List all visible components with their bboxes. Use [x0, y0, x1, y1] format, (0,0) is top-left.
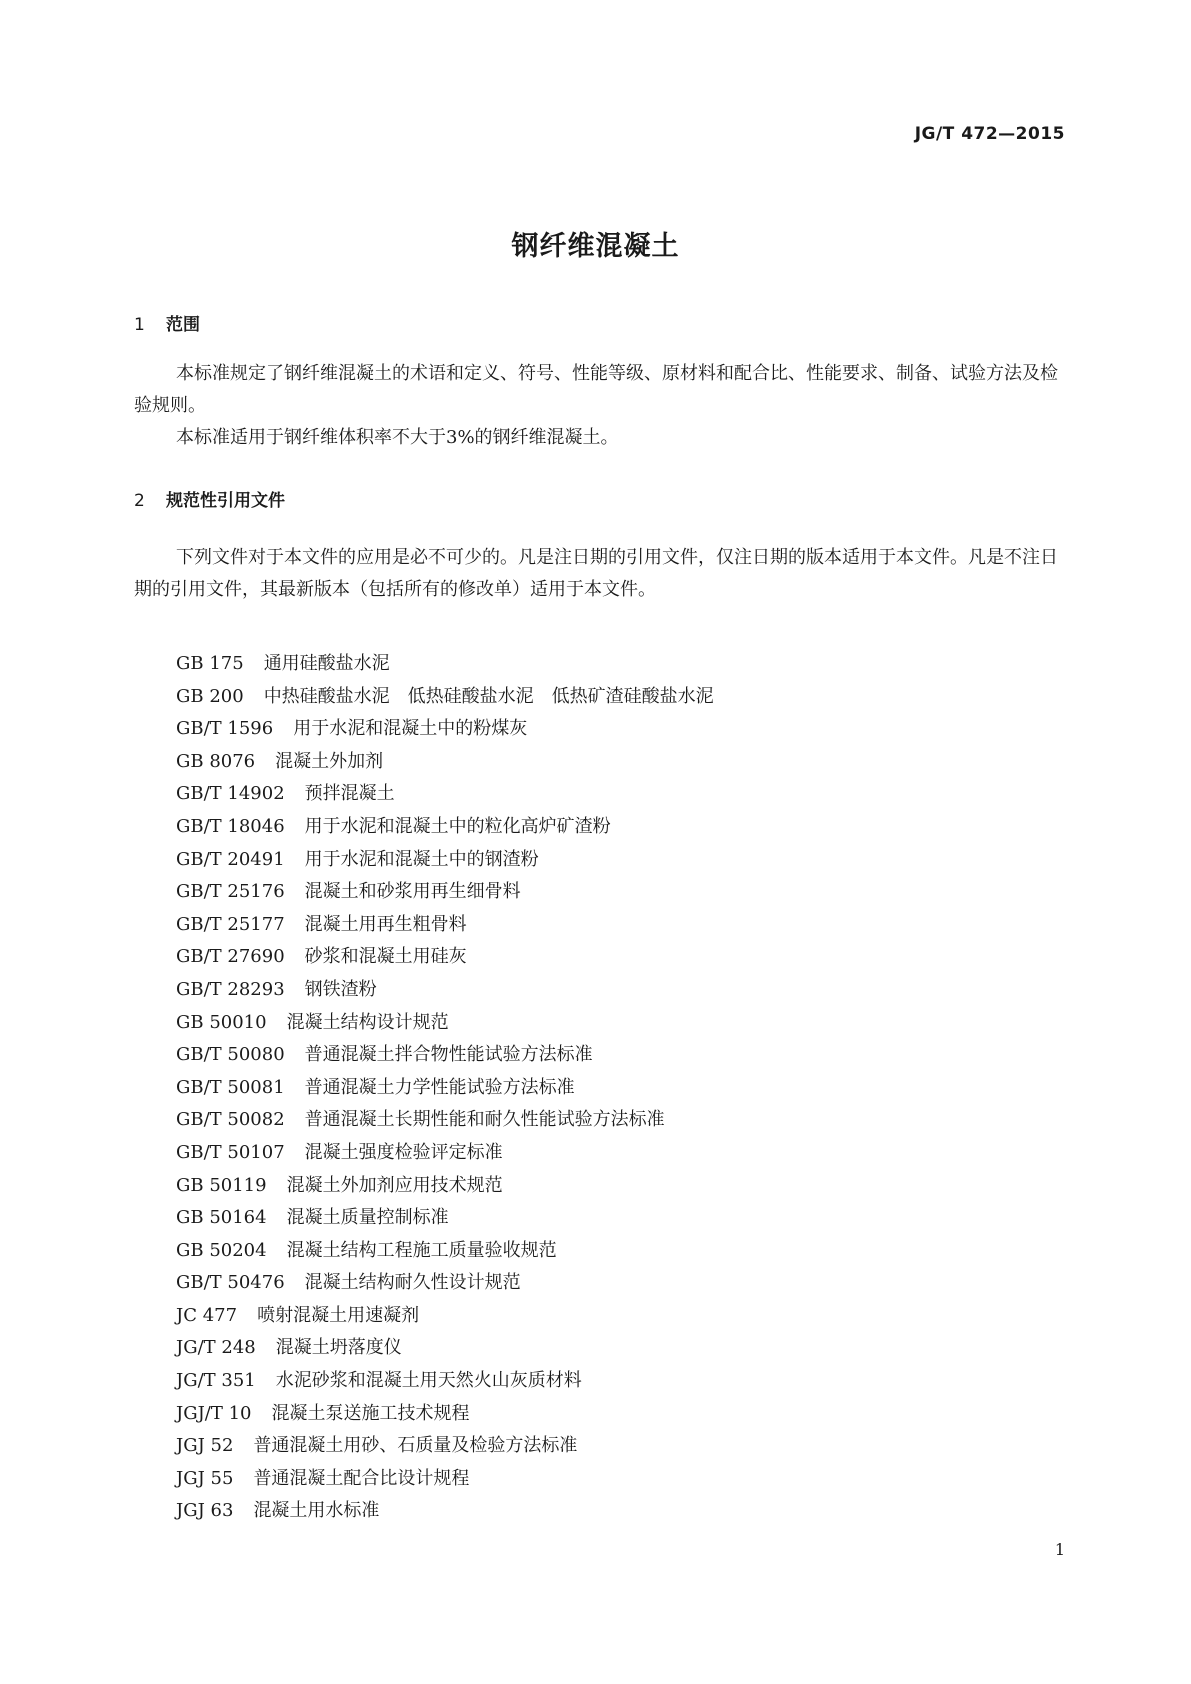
- scope-paragraph: 本标准规定了钢纤维混凝土的术语和定义、符号、性能等级、原材料和配合比、性能要求、制备、试验方法及检验规则。: [134, 363, 1058, 416]
- section-number: 2: [134, 491, 145, 511]
- standard-code: JG/T 472—2015: [914, 124, 1065, 144]
- reference-title: 用于水泥和混凝土中的钢渣粉: [304, 848, 539, 870]
- reference-item: [176, 778, 714, 811]
- reference-item: [176, 1007, 714, 1040]
- reference-title: 普通混凝土配合比设计规程: [253, 1467, 470, 1489]
- reference-list: [176, 648, 714, 1528]
- reference-title: 混凝土结构耐久性设计规范: [304, 1272, 521, 1294]
- reference-code: JGJ 52: [176, 1435, 234, 1457]
- reference-code: GB 8076: [176, 750, 256, 772]
- section-number: 1: [134, 315, 145, 335]
- reference-code: GB/T 25177: [176, 913, 285, 935]
- reference-item: [176, 1300, 714, 1333]
- section-title: 范围: [166, 315, 200, 335]
- reference-item: [176, 1235, 714, 1268]
- reference-item: [176, 974, 714, 1007]
- reference-title: 普通混凝土长期性能和耐久性能试验方法标准: [304, 1109, 665, 1131]
- reference-title: 用于水泥和混凝土中的粉煤灰: [293, 718, 528, 740]
- reference-code: GB 50204: [176, 1239, 267, 1261]
- reference-code: GB/T 20491: [176, 848, 285, 870]
- reference-code: GB/T 1596: [176, 718, 274, 740]
- reference-code: GB/T 28293: [176, 978, 285, 1000]
- reference-item: [176, 1104, 714, 1137]
- reference-code: GB 50164: [176, 1207, 267, 1229]
- reference-item: [176, 1137, 714, 1170]
- reference-item: [176, 844, 714, 877]
- reference-title: 混凝土和砂浆用再生细骨料: [304, 881, 521, 903]
- reference-item: [176, 746, 714, 779]
- reference-code: GB 50010: [176, 1011, 267, 1033]
- reference-code: JG/T 351: [176, 1370, 256, 1392]
- page-number: 1: [1054, 1540, 1065, 1559]
- reference-item: [176, 811, 714, 844]
- reference-title: 中热硅酸盐水泥 低热硅酸盐水泥 低热矿渣硅酸盐水泥: [263, 685, 714, 707]
- reference-title: 混凝土坍落度仪: [275, 1337, 402, 1359]
- reference-title: 普通混凝土力学性能试验方法标准: [304, 1076, 575, 1098]
- reference-code: GB/T 50082: [176, 1109, 285, 1131]
- reference-item: [176, 909, 714, 942]
- reference-code: JGJ 63: [176, 1500, 234, 1522]
- reference-item: [176, 1202, 714, 1235]
- reference-item: [176, 1463, 714, 1496]
- scope-paragraph: 本标准适用于钢纤维体积率不大于3%的钢纤维混凝土。: [176, 427, 619, 448]
- reference-code: GB 175: [176, 653, 244, 674]
- section-heading-scope: [134, 310, 200, 335]
- reference-item: [176, 1332, 714, 1365]
- document-title: 钢纤维混凝土: [511, 231, 680, 262]
- reference-code: GB 200: [176, 685, 244, 707]
- reference-title: 混凝土结构设计规范: [286, 1011, 449, 1033]
- reference-code: GB/T 50107: [176, 1141, 285, 1163]
- reference-title: 预拌混凝土: [304, 783, 395, 805]
- reference-title: 水泥砂浆和混凝土用天然火山灰质材料: [275, 1370, 582, 1392]
- reference-code: JGJ/T 10: [176, 1402, 252, 1424]
- reference-title: 喷射混凝土用速凝剂: [257, 1304, 420, 1326]
- reference-title: 混凝土用再生粗骨料: [304, 913, 467, 935]
- reference-item: [176, 1365, 714, 1398]
- section-title: 规范性引用文件: [166, 491, 285, 511]
- reference-code: GB/T 50080: [176, 1044, 285, 1066]
- reference-code: GB/T 14902: [176, 783, 285, 805]
- reference-title: 混凝土外加剂应用技术规范: [286, 1174, 503, 1196]
- reference-item: [176, 876, 714, 909]
- reference-title: 普通混凝土拌合物性能试验方法标准: [304, 1044, 593, 1066]
- reference-code: GB/T 18046: [176, 815, 285, 837]
- reference-code: JG/T 248: [176, 1337, 256, 1359]
- section-heading-normative-references: [134, 486, 285, 511]
- reference-code: JGJ 55: [176, 1467, 234, 1489]
- reference-title: 混凝土用水标准: [253, 1500, 380, 1522]
- reference-item: [176, 713, 714, 746]
- reference-item: [176, 681, 714, 714]
- reference-item: [176, 941, 714, 974]
- reference-item: [176, 1267, 714, 1300]
- reference-title: 混凝土强度检验评定标准: [304, 1141, 503, 1163]
- reference-title: 混凝土外加剂: [275, 750, 384, 772]
- reference-title: 混凝土泵送施工技术规程: [271, 1402, 470, 1424]
- reference-code: GB/T 27690: [176, 946, 285, 968]
- reference-item: [176, 648, 714, 681]
- reference-title: 砂浆和混凝土用硅灰: [304, 946, 467, 968]
- references-intro-paragraph: 下列文件对于本文件的应用是必不可少的。凡是注日期的引用文件，仅注日期的版本适用于本文件。凡是不注日期的引用文件，其最新版本（包括所有的修改单）适用于本文件。: [134, 547, 1058, 600]
- reference-item: [176, 1170, 714, 1203]
- reference-title: 通用硅酸盐水泥: [263, 653, 390, 674]
- reference-code: GB/T 25176: [176, 881, 285, 903]
- reference-item: [176, 1495, 714, 1528]
- reference-title: 普通混凝土用砂、石质量及检验方法标准: [253, 1435, 578, 1457]
- reference-item: [176, 1039, 714, 1072]
- reference-code: GB/T 50476: [176, 1272, 285, 1294]
- reference-item: [176, 1398, 714, 1431]
- reference-item: [176, 1072, 714, 1105]
- reference-code: JC 477: [176, 1304, 238, 1326]
- reference-title: 混凝土质量控制标准: [286, 1207, 449, 1229]
- reference-title: 钢铁渣粉: [304, 978, 377, 1000]
- reference-code: GB/T 50081: [176, 1076, 285, 1098]
- reference-title: 混凝土结构工程施工质量验收规范: [286, 1239, 557, 1261]
- reference-item: [176, 1430, 714, 1463]
- reference-title: 用于水泥和混凝土中的粒化高炉矿渣粉: [304, 815, 611, 837]
- reference-code: GB 50119: [176, 1174, 267, 1196]
